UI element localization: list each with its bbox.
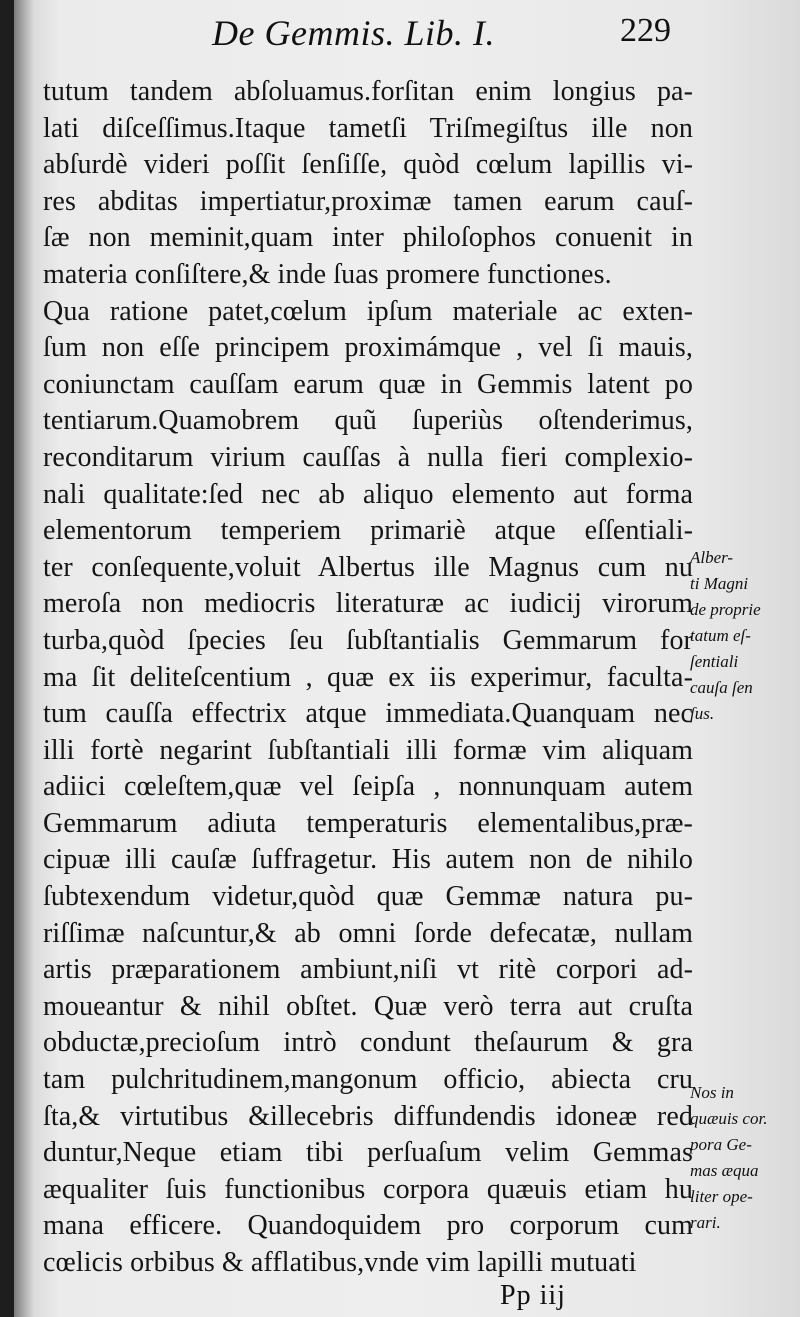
- text-line: nali qualitate:ſed nec ab aliquo elemento aut forma: [43, 478, 693, 510]
- text-line: moueantur & nihil obſtet. Quæ verò terra aut cruſta: [43, 990, 693, 1022]
- text-line: elementorum temperiem primariè atque eſſentiali-: [43, 515, 693, 547]
- text-line: Qua ratione patet,cœlum ipſum materiale ac exten-: [43, 295, 693, 327]
- text-line: adiici cœleſtem,quæ vel ſeipſa , nonnunquam autem: [43, 771, 693, 803]
- text-line: illi fortè negarint ſubſtantiali illi formæ vim aliquam: [43, 734, 693, 766]
- text-line: duntur,Neque etiam tibi perſuaſum velim Gemmas: [43, 1137, 693, 1169]
- margin-note-albertus: [690, 545, 800, 727]
- margin-note-line: ſus.: [690, 704, 715, 723]
- binding-shadow: [0, 0, 14, 1317]
- text-line: meroſa non mediocris literaturæ ac iudicij virorum: [43, 588, 693, 620]
- text-line: coniunctam cauſſam earum quæ in Gemmis latent po: [43, 368, 693, 400]
- text-line: artis præparationem ambiunt,niſi vt ritè corpori ad-: [43, 954, 693, 986]
- page-header: [0, 12, 800, 56]
- margin-note-line: Alber-: [690, 548, 734, 567]
- text-line: lati diſceſſimus.Itaque tametſi Triſmegiſtus ille non: [43, 112, 693, 144]
- text-line: ma ſit deliteſcentium , quæ ex iis experimur, faculta-: [43, 661, 693, 693]
- margin-note-line: Nos in: [690, 1083, 734, 1102]
- text-line: ſubtexendum videtur,quòd quæ Gemmæ natura pu-: [43, 881, 693, 913]
- margin-note-line: cauſa ſen: [690, 678, 753, 697]
- text-line: ſta,& virtutibus &illecebris diffundendis idoneæ red: [43, 1100, 693, 1132]
- text-line: tam pulchritudinem,mangonum officio, abiecta cru: [43, 1064, 693, 1096]
- margin-note-line: rari.: [690, 1213, 721, 1232]
- text-line: turba,quòd ſpecies ſeu ſubſtantialis Gemmarum for: [43, 624, 693, 656]
- text-line: tutum tandem abſoluamus.forſitan enim longius pa-: [43, 76, 693, 107]
- text-line: abſurdè videri poſſit ſenſiſſe, quòd cœlum lapillis vi-: [43, 149, 693, 181]
- margin-note-line: pora Ge-: [690, 1135, 752, 1154]
- text-line: res abditas impertiatur,proximæ tamen earum cauſ-: [43, 185, 693, 217]
- body-text: [43, 74, 693, 1282]
- text-line: reconditarum virium cauſſas à nulla fieri complexio-: [43, 441, 693, 473]
- text-line: æqualiter ſuis functionibus corpora quæuis etiam hu: [43, 1173, 693, 1205]
- text-line: riſſimæ naſcuntur,& ab omni ſorde defecatæ, nullam: [43, 917, 693, 949]
- text-line: cipuæ illi cauſæ ſuffragetur. His autem non de nihilo: [43, 844, 693, 876]
- margin-note-line: liter ope-: [690, 1187, 753, 1206]
- margin-note-line: mas æqua: [690, 1161, 759, 1180]
- text-line: ter conſequente,voluit Albertus ille Magnus cum nu: [43, 551, 693, 583]
- signature-mark: Pp iij: [500, 1280, 566, 1311]
- text-line: obductæ,precioſum intrò condunt theſaurum & gra: [43, 1027, 693, 1059]
- margin-note-line: quæuis cor.: [690, 1109, 768, 1128]
- text-line: ſæ non meminit,quam inter philoſophos conuenit in: [43, 222, 693, 254]
- margin-note-nos-in: [690, 1080, 800, 1236]
- margin-note-line: ti Magni: [690, 574, 749, 593]
- text-line: ſum non eſſe principem proximámque , vel ſi mauis,: [43, 332, 693, 364]
- text-line: cœlicis orbibus & afflatibus,vnde vim lapilli mutuati: [43, 1247, 637, 1278]
- margin-note-line: tatum eſ-: [690, 626, 751, 645]
- page-number: 229: [620, 12, 671, 49]
- text-line: tum cauſſa effectrix atque immediata.Quanquam nec: [43, 698, 693, 730]
- text-line: tentiarum.Quamobrem quũ ſuperiùs oſtenderimus,: [43, 405, 693, 437]
- text-line: Gemmarum adiuta temperaturis elementalibus,præ-: [43, 807, 693, 839]
- text-line: materia conſiſtere,& inde ſuas promere functiones.: [43, 258, 612, 290]
- running-title: De Gemmis. Lib. I.: [212, 13, 495, 53]
- margin-note-line: ſentiali: [690, 652, 739, 671]
- text-line: mana efficere. Quandoquidem pro corporum cum: [43, 1210, 693, 1242]
- margin-note-line: de proprie: [690, 600, 761, 619]
